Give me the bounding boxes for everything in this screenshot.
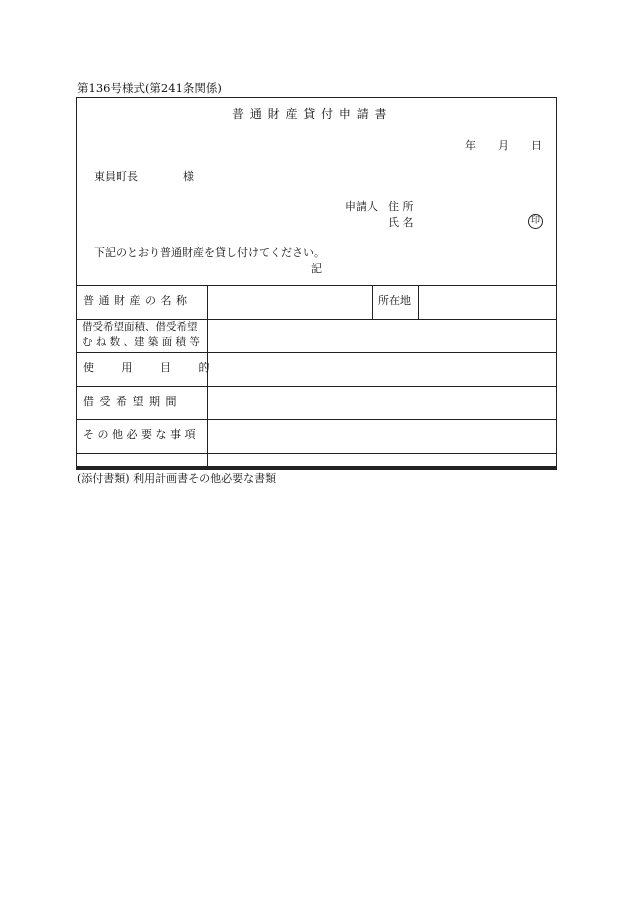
applicant-address-label: 住 所 — [388, 200, 414, 213]
property-name-label: 普 通 財 産 の 名 称 — [83, 294, 188, 307]
label-column-divider — [207, 285, 208, 469]
location-value-divider — [418, 285, 419, 319]
intro-text: 下記のとおり普通財産を貸し付けてください。 — [94, 246, 325, 259]
seal-mark: 印 — [528, 214, 543, 229]
row-divider — [77, 352, 556, 353]
ki-label: 記 — [311, 262, 322, 275]
application-form — [76, 97, 557, 470]
form-title: 普 通 財 産 貸 付 申 請 書 — [232, 107, 388, 121]
date-year-label: 年 — [465, 139, 476, 152]
row-divider — [77, 453, 556, 454]
location-divider — [372, 285, 373, 319]
attachments-note: (添付書類) 利用計画書その他必要な書類 — [77, 472, 277, 485]
row-divider — [77, 419, 556, 420]
date-day-label: 日 — [531, 139, 542, 152]
addressee-honorific: 様 — [183, 170, 194, 183]
other-matters-label: そ の 他 必 要 な 事 項 — [83, 428, 196, 441]
applicant-label: 申請人 — [345, 200, 378, 213]
area-label-line1: 借受希望面積、借受希望 — [82, 321, 198, 333]
bottom-rule — [77, 466, 556, 469]
row-divider — [77, 285, 556, 286]
period-label: 借 受 希 望 期 間 — [83, 395, 178, 408]
location-label: 所在地 — [378, 294, 411, 307]
row-divider — [77, 386, 556, 387]
purpose-label: 使 用 目 的 — [83, 361, 210, 374]
addressee-name: 東員町長 — [94, 170, 138, 183]
form-number: 第136号様式(第241条関係) — [77, 81, 222, 95]
applicant-name-label: 氏 名 — [388, 216, 414, 229]
date-month-label: 月 — [498, 139, 509, 152]
area-label-line2: む ね 数 、建 築 面 積 等 — [82, 336, 200, 348]
